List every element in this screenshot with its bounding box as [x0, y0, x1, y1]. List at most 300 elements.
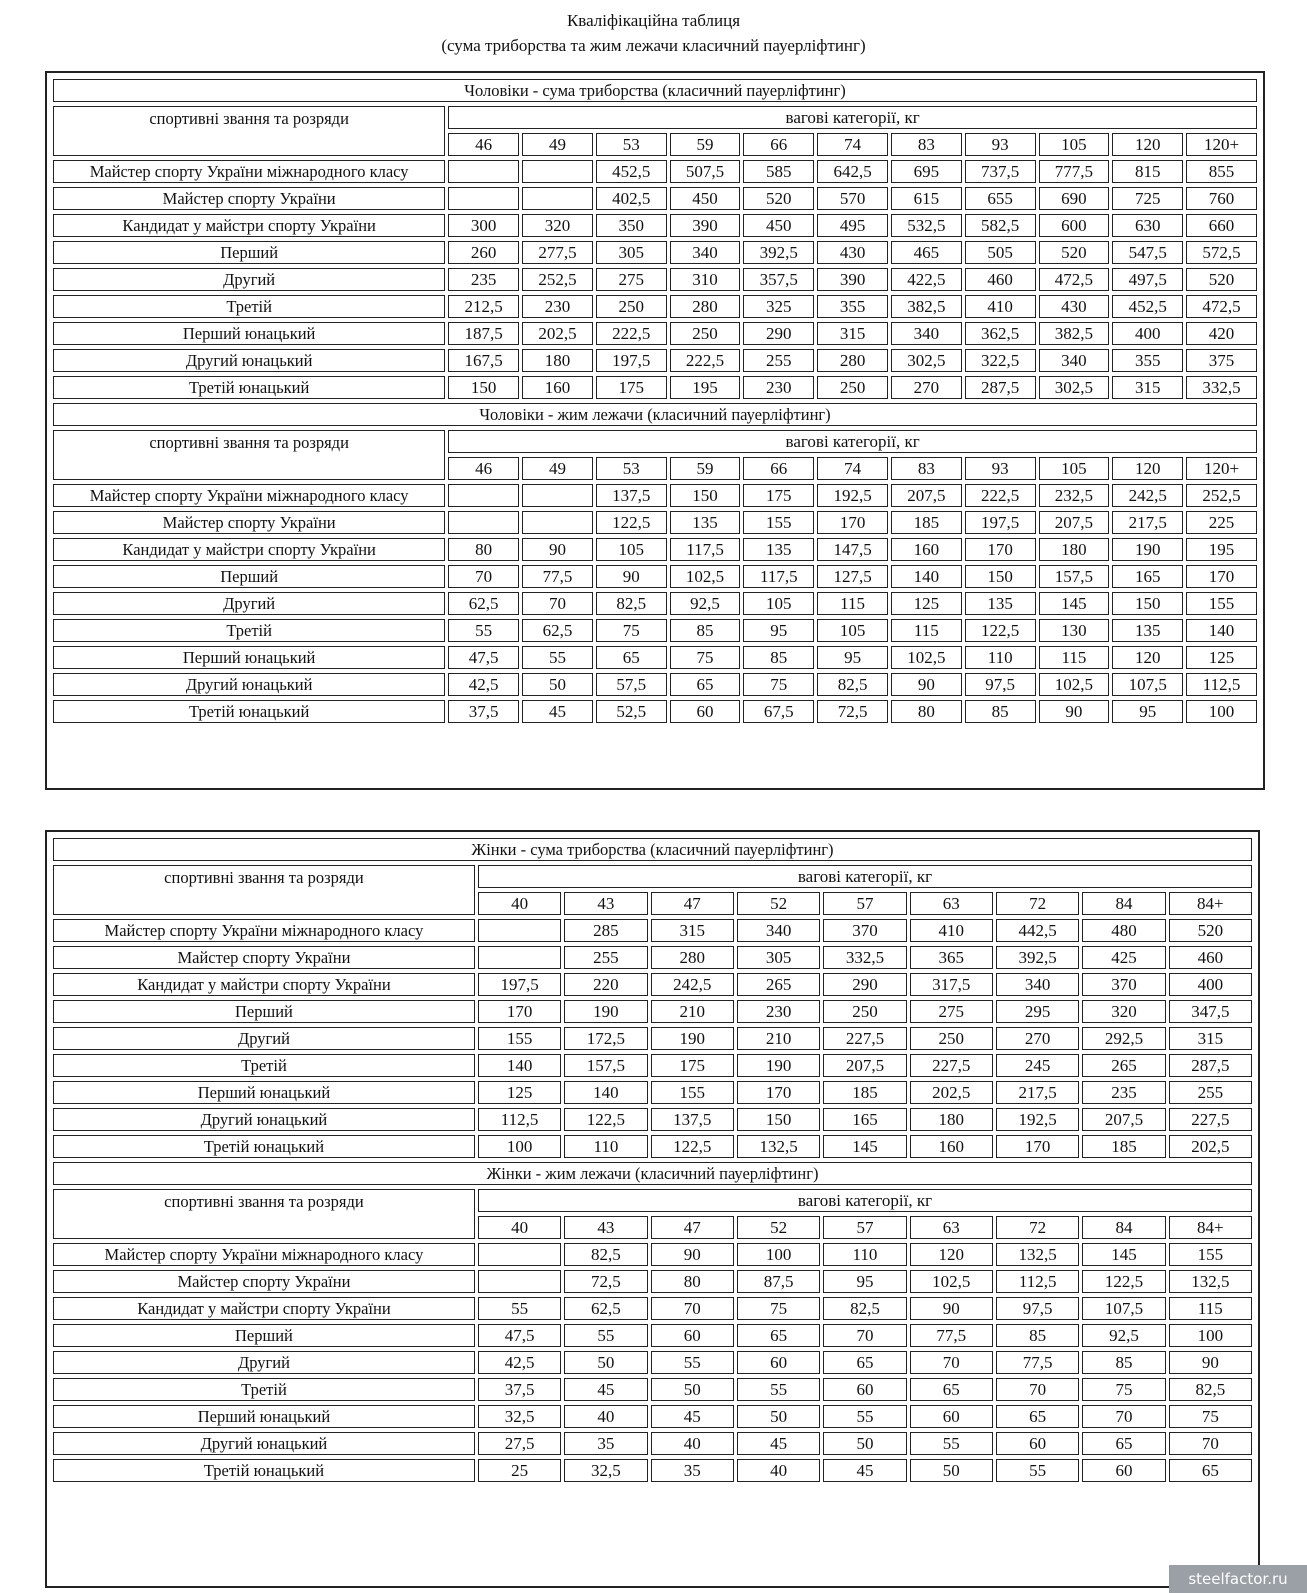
value-cell: 570 [817, 187, 888, 210]
rank-header: спортивні звання та розряди [53, 1189, 475, 1239]
value-cell: 230 [743, 376, 814, 399]
value-cell: 472,5 [1186, 295, 1257, 318]
table-row [53, 1405, 1252, 1428]
value-cell: 402,5 [596, 187, 667, 210]
rank-header: спортивні звання та розряди [53, 865, 475, 915]
value-cell: 55 [564, 1324, 647, 1347]
value-cell: 300 [448, 214, 519, 237]
value-cell: 175 [596, 376, 667, 399]
value-cell: 185 [823, 1081, 906, 1104]
table-row [53, 1378, 1252, 1401]
value-cell: 37,5 [478, 1378, 561, 1401]
value-cell: 207,5 [1082, 1108, 1165, 1131]
value-cell: 50 [522, 673, 593, 696]
weight-category-cell: 63 [910, 1216, 993, 1239]
value-cell: 190 [737, 1054, 820, 1077]
value-cell: 370 [1082, 973, 1165, 996]
table-row [53, 1432, 1252, 1455]
table-row [53, 1135, 1252, 1158]
weight-category-cell: 57 [823, 892, 906, 915]
value-cell: 460 [965, 268, 1036, 291]
value-cell: 235 [1082, 1081, 1165, 1104]
weight-category-cell: 47 [651, 892, 734, 915]
value-cell [522, 484, 593, 507]
value-cell: 97,5 [965, 673, 1036, 696]
page-title: Кваліфікаційна таблиця [566, 11, 741, 30]
value-cell: 155 [651, 1081, 734, 1104]
value-cell: 95 [743, 619, 814, 642]
weight-category-cell: 84+ [1169, 1216, 1252, 1239]
value-cell: 170 [817, 511, 888, 534]
weight-category-cell: 43 [564, 892, 647, 915]
weight-category-cell: 59 [670, 133, 741, 156]
value-cell: 150 [965, 565, 1036, 588]
value-cell [522, 511, 593, 534]
value-cell: 32,5 [564, 1459, 647, 1482]
value-cell: 90 [1169, 1351, 1252, 1374]
value-cell: 725 [1112, 187, 1183, 210]
value-cell: 320 [522, 214, 593, 237]
value-cell: 255 [743, 349, 814, 372]
value-cell: 85 [996, 1324, 1079, 1347]
value-cell: 252,5 [1186, 484, 1257, 507]
page-subtitle: (сума триборства та жим лежачи класичний пауерліфтинг) [441, 36, 866, 55]
value-cell: 450 [670, 187, 741, 210]
rank-name-cell: Перший [53, 241, 445, 264]
value-cell: 125 [891, 592, 962, 615]
value-cell: 497,5 [1112, 268, 1183, 291]
value-cell: 52,5 [596, 700, 667, 723]
value-cell: 90 [651, 1243, 734, 1266]
value-cell: 95 [823, 1270, 906, 1293]
value-cell: 695 [891, 160, 962, 183]
value-cell: 202,5 [910, 1081, 993, 1104]
value-cell: 815 [1112, 160, 1183, 183]
rank-name-cell: Другий юнацький [53, 1108, 475, 1131]
value-cell: 190 [564, 1000, 647, 1023]
value-cell: 42,5 [478, 1351, 561, 1374]
value-cell: 60 [737, 1351, 820, 1374]
value-cell: 290 [823, 973, 906, 996]
value-cell: 165 [1112, 565, 1183, 588]
value-cell: 122,5 [596, 511, 667, 534]
value-cell: 410 [965, 295, 1036, 318]
value-cell: 45 [823, 1459, 906, 1482]
table-row [53, 1351, 1252, 1374]
weight-category-cell: 47 [651, 1216, 734, 1239]
value-cell: 305 [737, 946, 820, 969]
value-cell: 77,5 [910, 1324, 993, 1347]
rank-name-cell: Другий юнацький [53, 1432, 475, 1455]
value-cell: 270 [891, 376, 962, 399]
value-cell: 315 [651, 919, 734, 942]
value-cell: 250 [910, 1027, 993, 1050]
rank-name-cell: Майстер спорту України міжнародного класу [53, 484, 445, 507]
rank-name-cell: Майстер спорту України [53, 511, 445, 534]
table-row [53, 1324, 1252, 1347]
value-cell: 37,5 [448, 700, 519, 723]
value-cell: 145 [823, 1135, 906, 1158]
table-row [53, 1000, 1252, 1023]
weight-category-cell: 46 [448, 133, 519, 156]
value-cell: 520 [1039, 241, 1110, 264]
value-cell: 292,5 [1082, 1027, 1165, 1050]
value-cell: 400 [1169, 973, 1252, 996]
weight-category-cell: 84+ [1169, 892, 1252, 915]
value-cell: 382,5 [891, 295, 962, 318]
value-cell: 202,5 [1169, 1135, 1252, 1158]
value-cell: 265 [737, 973, 820, 996]
value-cell: 65 [596, 646, 667, 669]
value-cell: 340 [891, 322, 962, 345]
value-cell: 130 [1039, 619, 1110, 642]
value-cell: 185 [1082, 1135, 1165, 1158]
value-cell: 230 [737, 1000, 820, 1023]
value-cell: 630 [1112, 214, 1183, 237]
value-cell: 180 [522, 349, 593, 372]
table-row [53, 673, 1257, 696]
section-title: Жінки - сума триборства (класичний пауерліфтинг) [53, 838, 1252, 861]
value-cell: 615 [891, 187, 962, 210]
weight-categories-header: вагові категорії, кг [448, 106, 1257, 129]
value-cell: 235 [448, 268, 519, 291]
value-cell: 165 [823, 1108, 906, 1131]
value-cell: 70 [1082, 1405, 1165, 1428]
value-cell: 75 [737, 1297, 820, 1320]
value-cell: 430 [817, 241, 888, 264]
value-cell: 32,5 [478, 1405, 561, 1428]
rank-header: спортивні звання та розряди [53, 430, 445, 480]
value-cell: 147,5 [817, 538, 888, 561]
value-cell: 125 [1186, 646, 1257, 669]
table-row [53, 946, 1252, 969]
value-cell: 80 [891, 700, 962, 723]
table-row [53, 919, 1252, 942]
weight-category-cell: 63 [910, 892, 993, 915]
section-title: Жінки - жим лежачи (класичний пауерліфтинг) [53, 1162, 1252, 1185]
value-cell: 65 [910, 1378, 993, 1401]
value-cell: 150 [448, 376, 519, 399]
table-row [53, 646, 1257, 669]
value-cell: 285 [564, 919, 647, 942]
weight-category-cell: 83 [891, 457, 962, 480]
value-cell: 117,5 [743, 565, 814, 588]
rank-name-cell: Перший юнацький [53, 322, 445, 345]
table-row [53, 484, 1257, 507]
value-cell: 310 [670, 268, 741, 291]
value-cell: 155 [1169, 1243, 1252, 1266]
weight-category-cell: 59 [670, 457, 741, 480]
value-cell: 465 [891, 241, 962, 264]
value-cell: 275 [910, 1000, 993, 1023]
table-row [53, 1108, 1252, 1131]
value-cell: 102,5 [910, 1270, 993, 1293]
header-row [53, 1189, 1252, 1212]
value-cell: 245 [996, 1054, 1079, 1077]
value-cell: 280 [670, 295, 741, 318]
value-cell: 150 [670, 484, 741, 507]
value-cell: 362,5 [965, 322, 1036, 345]
value-cell: 207,5 [1039, 511, 1110, 534]
value-cell: 365 [910, 946, 993, 969]
value-cell: 400 [1112, 322, 1183, 345]
weight-category-cell: 105 [1039, 133, 1110, 156]
value-cell: 75 [596, 619, 667, 642]
weight-category-cell: 74 [817, 457, 888, 480]
value-cell: 70 [448, 565, 519, 588]
weight-category-cell: 93 [965, 133, 1036, 156]
value-cell: 122,5 [1082, 1270, 1165, 1293]
value-cell: 122,5 [651, 1135, 734, 1158]
table-row [53, 1027, 1252, 1050]
value-cell: 82,5 [823, 1297, 906, 1320]
value-cell: 250 [596, 295, 667, 318]
value-cell: 47,5 [478, 1324, 561, 1347]
value-cell: 317,5 [910, 973, 993, 996]
value-cell: 390 [670, 214, 741, 237]
value-cell: 392,5 [743, 241, 814, 264]
value-cell: 45 [737, 1432, 820, 1455]
header-row [53, 106, 1257, 129]
weight-category-cell: 74 [817, 133, 888, 156]
value-cell: 100 [1186, 700, 1257, 723]
value-cell: 290 [743, 322, 814, 345]
value-cell: 210 [651, 1000, 734, 1023]
value-cell: 472,5 [1039, 268, 1110, 291]
table-row [53, 1054, 1252, 1077]
value-cell: 77,5 [522, 565, 593, 588]
table-row [53, 592, 1257, 615]
rank-name-cell: Кандидат у майстри спорту України [53, 214, 445, 237]
value-cell: 97,5 [996, 1297, 1079, 1320]
value-cell: 287,5 [965, 376, 1036, 399]
value-cell: 425 [1082, 946, 1165, 969]
value-cell: 65 [1169, 1459, 1252, 1482]
value-cell: 112,5 [1186, 673, 1257, 696]
value-cell: 120 [910, 1243, 993, 1266]
weight-category-cell: 40 [478, 1216, 561, 1239]
value-cell: 70 [823, 1324, 906, 1347]
value-cell: 92,5 [1082, 1324, 1165, 1347]
rank-name-cell: Перший юнацький [53, 1405, 475, 1428]
value-cell: 55 [448, 619, 519, 642]
value-cell: 135 [743, 538, 814, 561]
rank-name-cell: Другий юнацький [53, 349, 445, 372]
value-cell: 157,5 [1039, 565, 1110, 588]
table-row [53, 295, 1257, 318]
value-cell: 265 [1082, 1054, 1165, 1077]
value-cell: 222,5 [965, 484, 1036, 507]
value-cell: 72,5 [817, 700, 888, 723]
rank-name-cell: Третій [53, 1054, 475, 1077]
value-cell: 170 [965, 538, 1036, 561]
value-cell: 217,5 [996, 1081, 1079, 1104]
value-cell: 40 [564, 1405, 647, 1428]
value-cell: 45 [651, 1405, 734, 1428]
value-cell: 495 [817, 214, 888, 237]
value-cell: 222,5 [596, 322, 667, 345]
value-cell: 370 [823, 919, 906, 942]
value-cell: 280 [651, 946, 734, 969]
value-cell: 170 [478, 1000, 561, 1023]
rank-name-cell: Третій [53, 295, 445, 318]
value-cell: 232,5 [1039, 484, 1110, 507]
value-cell: 250 [670, 322, 741, 345]
rank-name-cell: Третій [53, 1378, 475, 1401]
value-cell: 132,5 [737, 1135, 820, 1158]
value-cell: 325 [743, 295, 814, 318]
weight-category-cell: 57 [823, 1216, 906, 1239]
value-cell: 70 [651, 1297, 734, 1320]
value-cell: 430 [1039, 295, 1110, 318]
value-cell: 77,5 [996, 1351, 1079, 1374]
value-cell: 187,5 [448, 322, 519, 345]
value-cell: 190 [1112, 538, 1183, 561]
value-cell: 160 [891, 538, 962, 561]
table-row [53, 268, 1257, 291]
rank-header: спортивні звання та розряди [53, 106, 445, 156]
value-cell: 140 [478, 1054, 561, 1077]
women-block [45, 830, 1260, 1588]
value-cell: 340 [737, 919, 820, 942]
value-cell: 55 [522, 646, 593, 669]
value-cell: 450 [743, 214, 814, 237]
value-cell: 255 [564, 946, 647, 969]
value-cell: 107,5 [1082, 1297, 1165, 1320]
value-cell: 47,5 [448, 646, 519, 669]
value-cell: 115 [1169, 1297, 1252, 1320]
value-cell: 80 [651, 1270, 734, 1293]
value-cell: 175 [651, 1054, 734, 1077]
value-cell: 340 [1039, 349, 1110, 372]
table-row [53, 376, 1257, 399]
value-cell: 50 [564, 1351, 647, 1374]
value-cell: 180 [910, 1108, 993, 1131]
value-cell: 95 [1112, 700, 1183, 723]
table-row [53, 1243, 1252, 1266]
value-cell: 195 [670, 376, 741, 399]
value-cell: 582,5 [965, 214, 1036, 237]
women-total-table [50, 834, 1255, 1162]
rank-name-cell: Другий [53, 1351, 475, 1374]
value-cell: 127,5 [817, 565, 888, 588]
rank-name-cell: Третій юнацький [53, 376, 445, 399]
value-cell: 55 [651, 1351, 734, 1374]
men-total-table [50, 75, 1260, 403]
value-cell: 112,5 [996, 1270, 1079, 1293]
value-cell: 55 [478, 1297, 561, 1320]
value-cell: 60 [996, 1432, 1079, 1455]
value-cell: 410 [910, 919, 993, 942]
value-cell: 207,5 [823, 1054, 906, 1077]
value-cell: 250 [823, 1000, 906, 1023]
value-cell: 190 [651, 1027, 734, 1050]
header-row [53, 865, 1252, 888]
value-cell: 57,5 [596, 673, 667, 696]
value-cell: 60 [670, 700, 741, 723]
value-cell: 110 [564, 1135, 647, 1158]
value-cell: 132,5 [1169, 1270, 1252, 1293]
value-cell: 422,5 [891, 268, 962, 291]
value-cell: 160 [910, 1135, 993, 1158]
value-cell: 105 [743, 592, 814, 615]
value-cell: 277,5 [522, 241, 593, 264]
value-cell: 85 [965, 700, 1036, 723]
table-row [53, 511, 1257, 534]
rank-name-cell: Кандидат у майстри спорту України [53, 1297, 475, 1320]
value-cell: 480 [1082, 919, 1165, 942]
value-cell: 82,5 [1169, 1378, 1252, 1401]
value-cell: 70 [522, 592, 593, 615]
weight-category-cell: 84 [1082, 892, 1165, 915]
table-row [53, 1081, 1252, 1104]
value-cell: 375 [1186, 349, 1257, 372]
value-cell: 420 [1186, 322, 1257, 345]
weight-categories-header: вагові категорії, кг [478, 865, 1252, 888]
value-cell: 505 [965, 241, 1036, 264]
weight-category-cell: 52 [737, 1216, 820, 1239]
table-row [53, 214, 1257, 237]
value-cell: 35 [651, 1459, 734, 1482]
value-cell: 102,5 [891, 646, 962, 669]
value-cell: 532,5 [891, 214, 962, 237]
value-cell: 140 [564, 1081, 647, 1104]
value-cell: 55 [996, 1459, 1079, 1482]
table-row [53, 160, 1257, 183]
value-cell: 140 [891, 565, 962, 588]
table-row [53, 1297, 1252, 1320]
value-cell: 122,5 [564, 1108, 647, 1131]
value-cell: 255 [1169, 1081, 1252, 1104]
value-cell: 600 [1039, 214, 1110, 237]
value-cell: 547,5 [1112, 241, 1183, 264]
section-title: Чоловіки - жим лежачи (класичний пауерліфтинг) [53, 403, 1257, 426]
weight-category-cell: 66 [743, 457, 814, 480]
value-cell: 250 [817, 376, 888, 399]
value-cell: 85 [743, 646, 814, 669]
value-cell: 95 [817, 646, 888, 669]
rank-name-cell: Перший [53, 1324, 475, 1347]
value-cell: 82,5 [817, 673, 888, 696]
section-title-row [53, 1162, 1252, 1185]
value-cell: 65 [1082, 1432, 1165, 1455]
table-row [53, 619, 1257, 642]
value-cell: 107,5 [1112, 673, 1183, 696]
weight-category-cell: 53 [596, 457, 667, 480]
weight-category-cell: 49 [522, 457, 593, 480]
value-cell [522, 160, 593, 183]
value-cell: 72,5 [564, 1270, 647, 1293]
value-cell: 50 [651, 1378, 734, 1401]
rank-name-cell: Майстер спорту України [53, 187, 445, 210]
weight-category-cell: 53 [596, 133, 667, 156]
value-cell: 322,5 [965, 349, 1036, 372]
value-cell: 100 [1169, 1324, 1252, 1347]
value-cell: 202,5 [522, 322, 593, 345]
value-cell: 320 [1082, 1000, 1165, 1023]
value-cell: 520 [1169, 919, 1252, 942]
value-cell: 572,5 [1186, 241, 1257, 264]
value-cell: 520 [1186, 268, 1257, 291]
value-cell: 40 [651, 1432, 734, 1455]
rank-name-cell: Другий [53, 592, 445, 615]
value-cell: 90 [1039, 700, 1110, 723]
value-cell: 442,5 [996, 919, 1079, 942]
value-cell: 227,5 [823, 1027, 906, 1050]
weight-category-cell: 83 [891, 133, 962, 156]
value-cell: 140 [1186, 619, 1257, 642]
value-cell: 295 [996, 1000, 1079, 1023]
